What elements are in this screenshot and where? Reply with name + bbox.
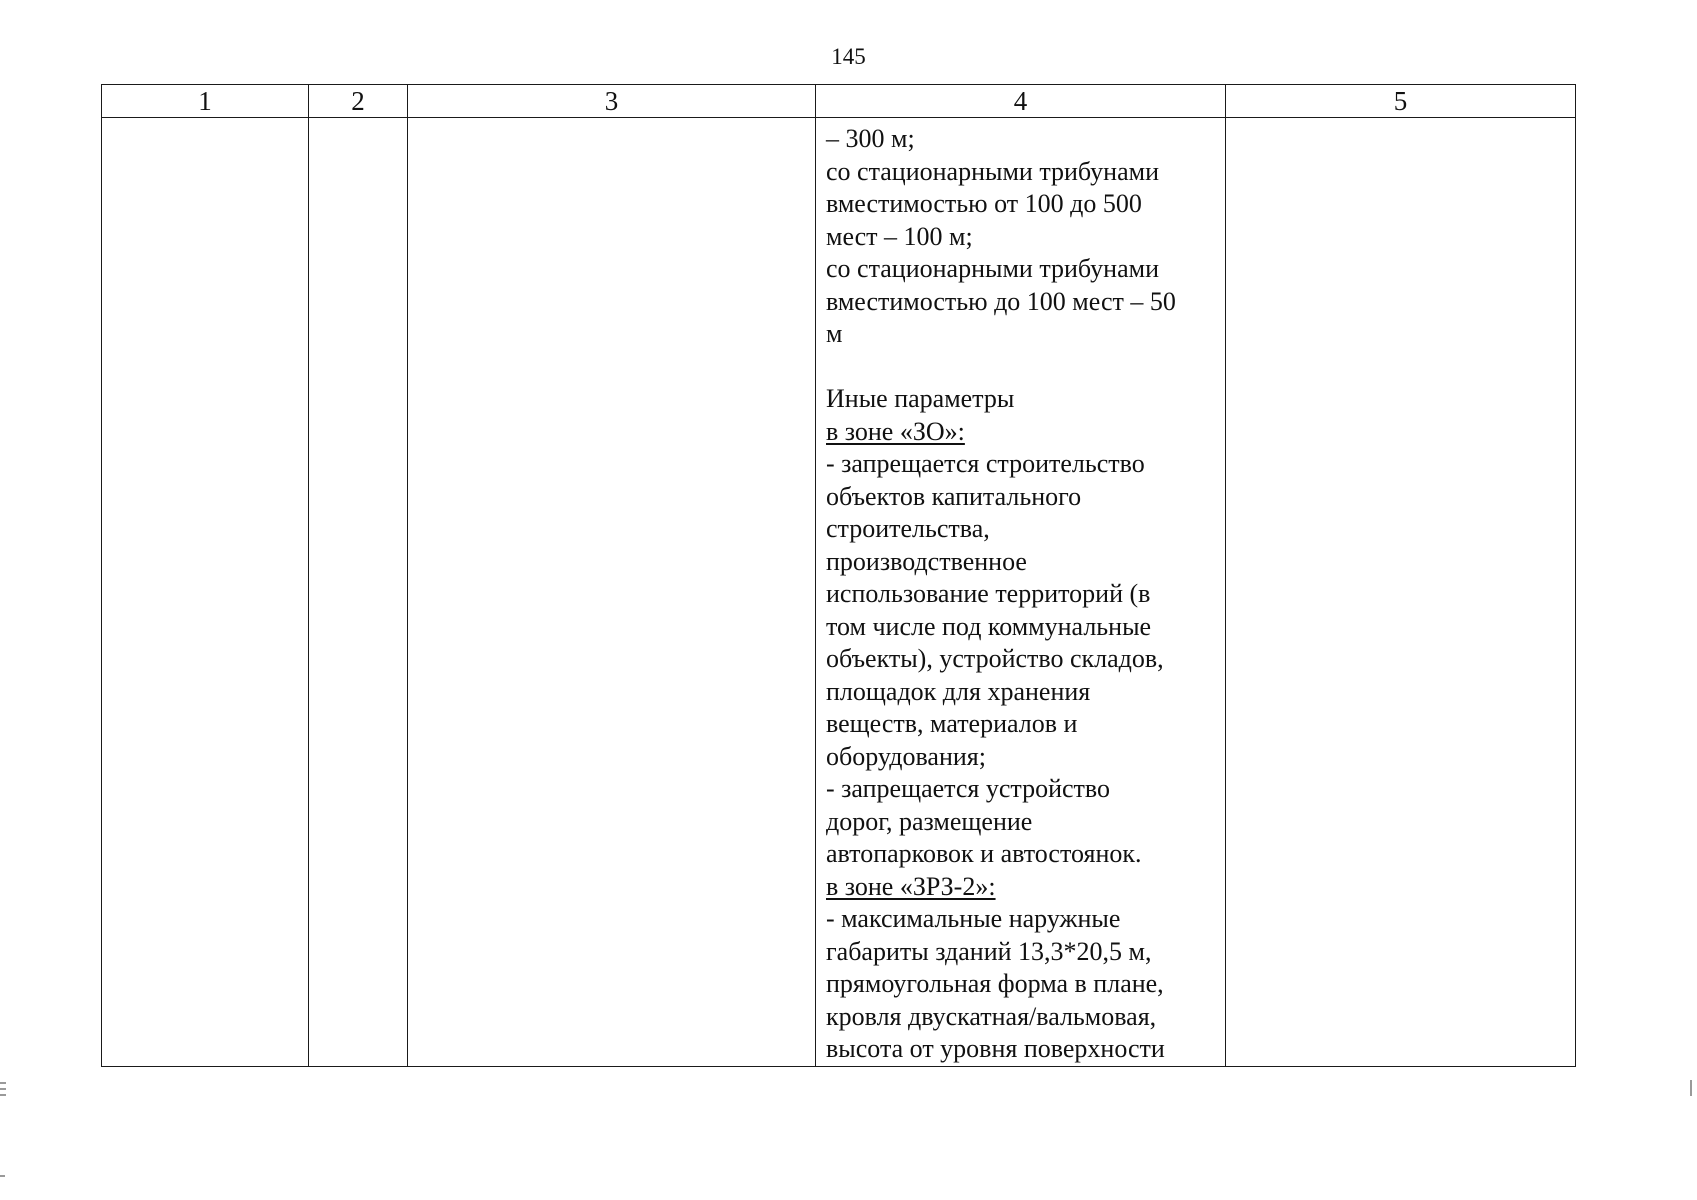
text-line: - запрещается устройство: [826, 774, 1110, 803]
scan-edge-mark: [0, 1094, 6, 1096]
scan-edge-mark: [1690, 1080, 1692, 1096]
text-line: строительства,: [826, 514, 990, 543]
scan-edge-mark: [0, 1088, 6, 1090]
table-row: [102, 118, 1576, 1067]
paragraph-gap: [826, 351, 1217, 384]
text-line: объекты), устройство складов,: [826, 644, 1164, 673]
text-line: - запрещается строительство: [826, 449, 1145, 478]
text-line: автопарковок и автостоянок.: [826, 839, 1142, 868]
text-line: производственное: [826, 546, 1027, 576]
text-line: вместимостью до 100 мест – 50: [826, 286, 1176, 316]
text-line: со стационарными трибунами: [826, 254, 1159, 283]
column-header-1: 1: [102, 85, 309, 118]
text-line: том числе под коммунальные: [826, 611, 1152, 641]
column-header-4: 4: [816, 85, 1226, 118]
cell-col-2: [309, 118, 408, 1067]
document-table: [101, 84, 1576, 1067]
text-line: – 300 м;: [826, 124, 915, 153]
other-params-title: Иные параметры: [826, 384, 1015, 413]
column-header-3: 3: [408, 85, 816, 118]
zone-zo-label: в зоне «ЗО»:: [826, 416, 965, 446]
zone-zrz2-label: в зоне «ЗРЗ-2»:: [826, 871, 996, 901]
text-line: вместимостью от 100 до 500: [826, 189, 1142, 218]
column-header-2: 2: [309, 85, 408, 118]
scan-edge-mark: [0, 1082, 6, 1084]
page-number: 145: [831, 44, 866, 69]
text-line: использование территорий (в: [826, 579, 1151, 608]
scan-edge-mark: [0, 1175, 5, 1177]
text-line: м: [826, 319, 843, 348]
text-line: объектов капитального: [826, 481, 1082, 511]
text-line: высота от уровня поверхности: [826, 1034, 1165, 1063]
cell-col-3: [408, 118, 816, 1067]
cell-col-1: [102, 118, 309, 1067]
text-line: мест – 100 м;: [826, 221, 973, 251]
text-line: площадок для хранения: [826, 676, 1091, 706]
cell-col-4: [816, 118, 1226, 1067]
table-header-row: [102, 85, 1576, 118]
text-line: оборудования;: [826, 741, 986, 771]
text-line: веществ, материалов и: [826, 709, 1078, 738]
text-line: прямоугольная форма в плане,: [826, 969, 1164, 998]
text-line: габариты зданий 13,3*20,5 м,: [826, 936, 1152, 966]
text-line: - максимальные наружные: [826, 904, 1121, 933]
text-line: кровля двускатная/вальмовая,: [826, 1001, 1157, 1031]
column-header-5: 5: [1226, 85, 1576, 118]
cell-col-5: [1226, 118, 1576, 1067]
text-line: дорог, размещение: [826, 806, 1033, 836]
text-line: со стационарными трибунами: [826, 156, 1159, 186]
